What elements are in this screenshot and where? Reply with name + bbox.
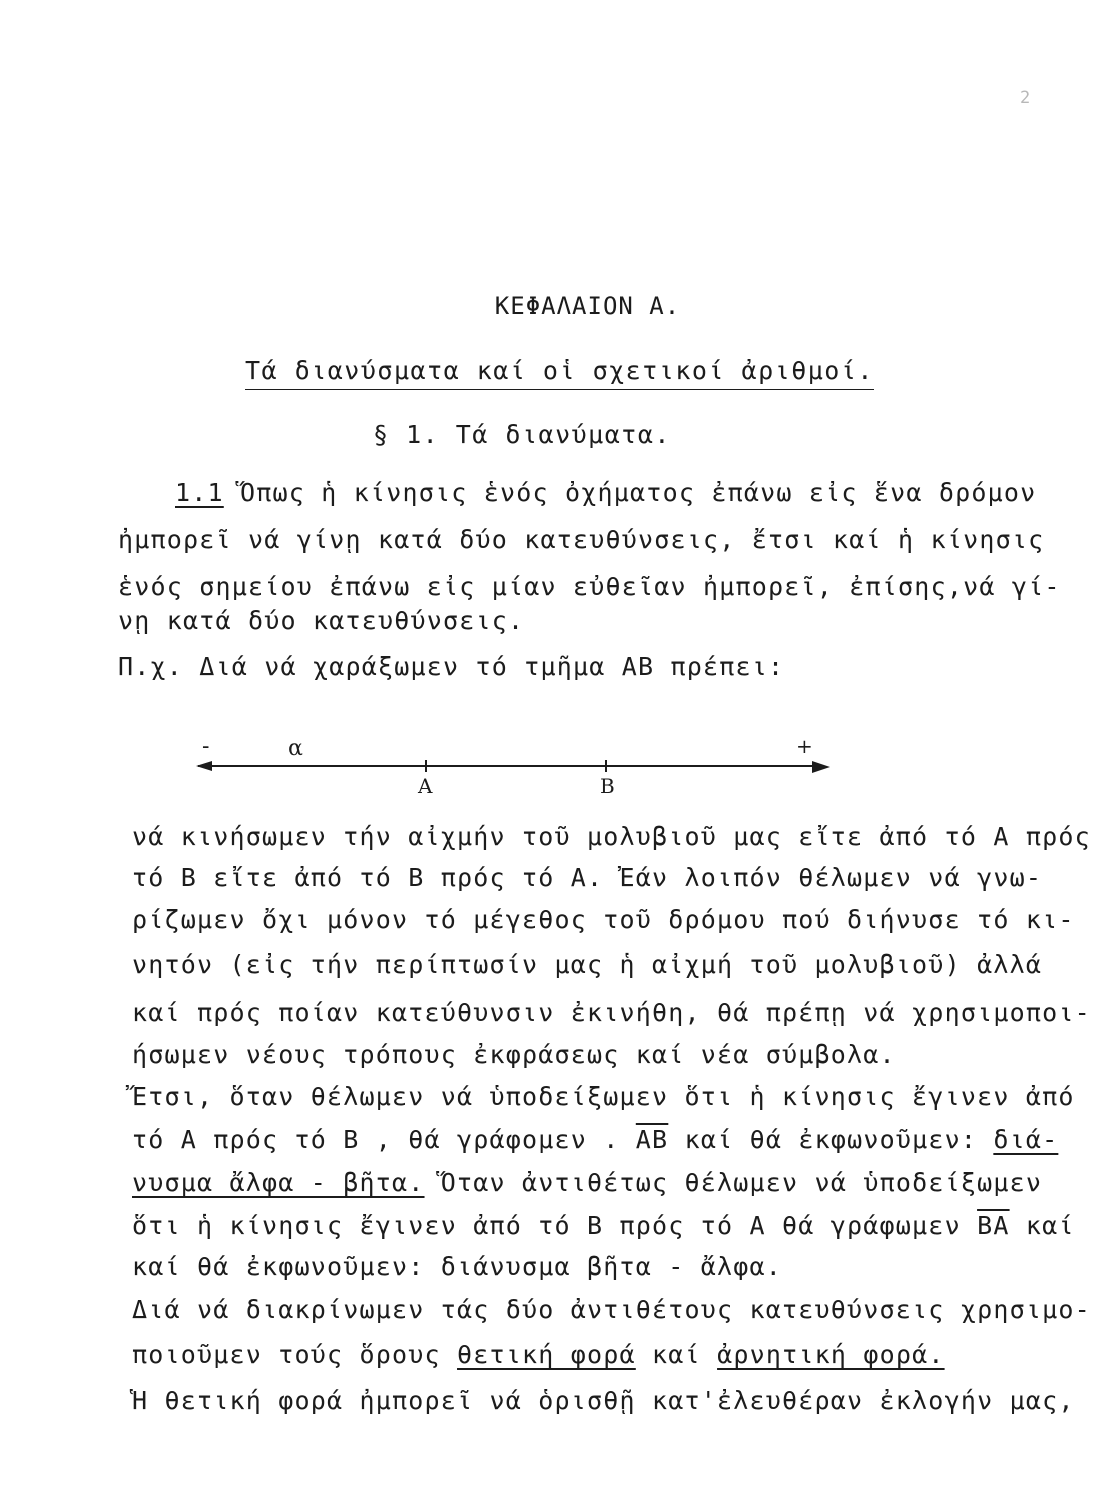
paragraph-line [132, 1125, 1058, 1154]
paragraph-line: νῃ κατά δύο κατευθύνσεις. [118, 606, 525, 635]
underlined-term: θετική φορά [457, 1340, 636, 1369]
left-arrowhead-icon [196, 761, 212, 771]
paragraph-line: τό Β εἴτε ἀπό τό Β πρός τό Α. Ἐάν λοιπόν θέλωμεν νά γνω- [132, 863, 1043, 892]
text-segment: Ὅταν ἀντιθέτως θέλωμεν νά ὑποδείξωμεν [424, 1168, 1043, 1197]
paragraph-line: ρίζωμεν ὄχι μόνον τό μέγεθος τοῦ δρόμου πού διήνυσε τό κι- [132, 905, 1075, 934]
text-segment: καί θά ἐκφωνοῦμεν: [668, 1125, 994, 1154]
minus-sign: - [202, 734, 210, 759]
paragraph-text: Ὅπως ἡ κίνησις ἑνός ὀχήματος ἐπάνω εἰς ἕνα δρόμον [240, 478, 1037, 507]
text-segment: καί [635, 1340, 718, 1369]
paragraph-line: Ἡ θετική φορά ἠμπορεῖ νά ὁρισθῇ κατ'ἐλευθέραν ἐκλογήν μας, [132, 1386, 1075, 1415]
paragraph-line: ἑνός σημείου ἐπάνω εἰς μίαν εὐθεῖαν ἠμπορεῖ, ἐπίσης,νά γί- [118, 572, 1061, 601]
text-segment: καί [1009, 1211, 1075, 1240]
vector-ba: $\overline{BA}$ [977, 1211, 1010, 1240]
point-a-label: A [418, 774, 433, 798]
paragraph-line: ήσωμεν νέους τρόπους ἐκφράσεως καί νέα σύμβολα. [132, 1040, 896, 1069]
right-arrowhead-icon [812, 761, 830, 773]
paragraph-line [132, 1168, 1042, 1197]
paragraph-line: νά κινήσωμεν τήν αἰχμήν τοῦ μολυβιοῦ μας εἴτε ἀπό τό Α πρός [132, 822, 1091, 851]
point-b-label: B [600, 774, 615, 798]
underlined-term: νυσμα ἄλφα - βῆτα. [132, 1168, 425, 1197]
text-segment: ποιοῦμεν τούς ὅρους [132, 1340, 458, 1369]
paragraph-line: Διά νά διακρίνωμεν τάς δύο ἀντιθέτους κατευθύνσεις χρησιμο- [132, 1295, 1091, 1324]
text-segment: τό Α πρός τό Β , θά γράφομεν . [132, 1125, 636, 1154]
paragraph-line [132, 1211, 1075, 1240]
section-heading: § 1. Τά διανύματα. [373, 420, 671, 449]
paragraph-line: Ἔτσι, ὅταν θέλωμεν νά ὑποδείξωμεν ὅτι ἡ κίνησις ἔγινεν ἀπό [132, 1082, 1075, 1111]
paragraph-line: καί πρός ποίαν κατεύθυνσιν ἐκινήθη, θά πρέπῃ νά χρησιμοποι- [132, 998, 1091, 1027]
chapter-heading: ΚΕΦΑΛΑΙΟΝ Α. [494, 292, 681, 320]
paragraph-line [132, 1340, 945, 1369]
plus-sign: + [796, 734, 813, 758]
chapter-title: Τά διανύσματα καί οἱ σχετικοί ἀριθμοί. [245, 356, 874, 390]
vector-ab: $\overline{AB}$ [635, 1125, 669, 1154]
page-number: 2 [1020, 88, 1031, 108]
underlined-term: διά- [993, 1125, 1059, 1154]
paragraph-number: 1.1 [175, 478, 224, 507]
paragraph-line: Π.χ. Διά νά χαράξωμεν τό τμῆμα ΑΒ πρέπει: [118, 652, 785, 681]
text-segment: ὅτι ἡ κίνησις ἔγινεν ἀπό τό Β πρός τό Α θά γράφωμεν [132, 1211, 978, 1240]
paragraph-line: καί θά ἐκφωνοῦμεν: διάνυσμα βῆτα - ἄλφα. [132, 1252, 783, 1281]
number-line-diagram [190, 733, 850, 803]
paragraph-line: νητόν (εἰς τήν περίπτωσίν μας ἡ αἰχμή τοῦ μολυβιοῦ) ἀλλά [132, 950, 1043, 979]
paragraph-line [175, 478, 1036, 507]
underlined-term: ἀρνητική φορά. [717, 1340, 945, 1369]
paragraph-line: ἠμπορεῖ νά γίνῃ κατά δύο κατευθύνσεις, ἔτσι καί ἡ κίνησις [118, 525, 1045, 554]
line-label: α [288, 736, 303, 761]
